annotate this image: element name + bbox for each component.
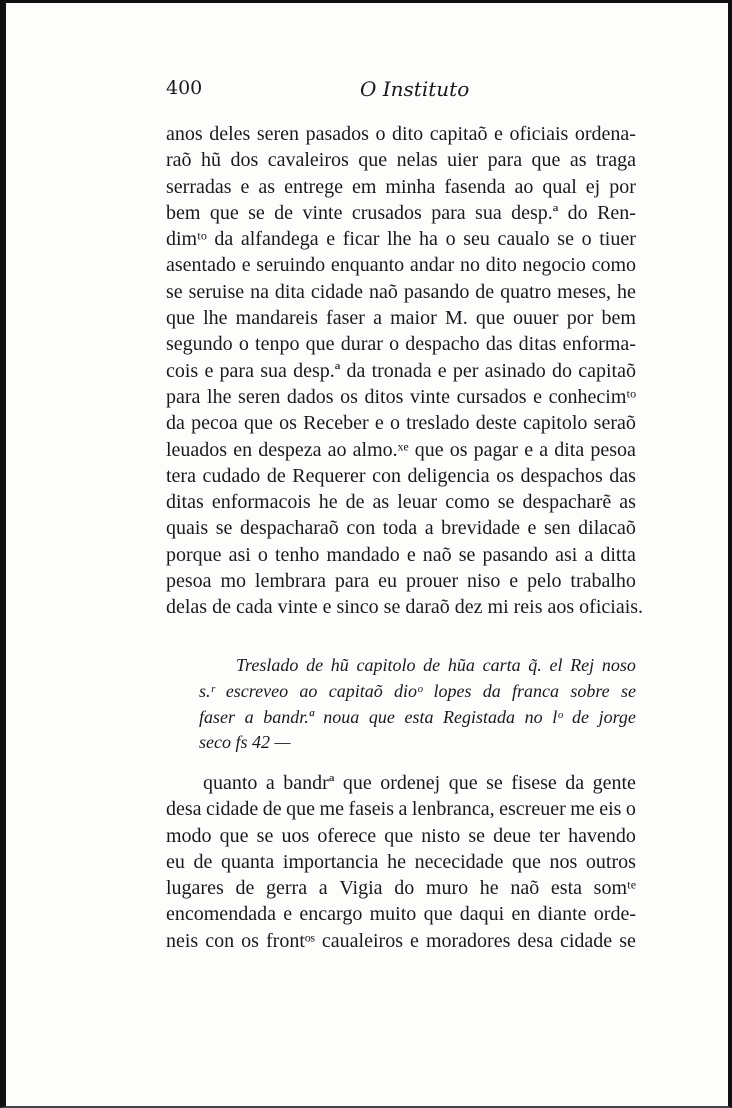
paragraph2-line: desa cidade de que me faseis a lenbranca, escreuer me eis o <box>166 798 636 821</box>
paragraph-1 <box>166 121 644 621</box>
page-number: 400 <box>166 77 203 99</box>
paragraph1-line: pesoa mo lembrara para eu prouer niso e pelo trabalho <box>166 570 636 593</box>
paragraph2-line: lugares de gerra a Vigia do muro he naõ esta somᵗᵉ <box>166 877 636 900</box>
paragraph1-line: dimᵗᵒ da alfandega e ficar lhe ha o seu caualo se o tiuer <box>166 228 636 251</box>
paragraph2-line: modo que se uos oferece que nisto se deue ter havendo <box>166 824 636 847</box>
caption-line: faser a bandr.ª noua que esta Registada no lᵒ de jorge <box>199 706 636 727</box>
paragraph1-line: que lhe mandareis faser a maior M. que ouuer por bem <box>166 307 636 330</box>
caption-line: Treslado de hũ capitolo de hũa carta q̃. el Rej noso <box>236 655 636 675</box>
paragraph1-line: leuados en despeza ao almo.ˣᵉ que os pagar e a dita pesoa <box>166 438 636 461</box>
caption-line: s.ʳ escreveo ao capitaõ dioᵒ lopes da franca sobre se <box>199 680 636 701</box>
caption-line: seco fs 42 — <box>199 732 291 753</box>
paragraph1-line: serradas e as entrege em minha fasenda ao qual ej por <box>166 175 636 198</box>
paragraph1-line: asentado e seruindo enquanto andar no dito negocio como <box>166 254 636 277</box>
paragraph1-line: se seruise na dita cidade naõ pasando de quatro meses, he <box>166 280 636 303</box>
paragraph1-line: ditas enformacois he de as leuar como se despacharẽ as <box>166 491 636 514</box>
paragraph2-line: encomendada e encargo muito que daqui en diante orde- <box>166 903 636 926</box>
paragraph2-line: eu de quanta importancia he nececidade que nos outros <box>166 850 636 873</box>
running-title: O Instituto <box>360 77 470 101</box>
page-header <box>166 77 636 105</box>
paragraph1-line: segundo o tenpo que durar o despacho das ditas enforma- <box>166 333 636 356</box>
paragraph1-line: delas de cada vinte e sinco se daraõ dez mi reis aos oficiais. <box>166 596 644 619</box>
paragraph1-line: tera cudado de Requerer con deligencia os despachos das <box>166 464 636 487</box>
paragraph1-line: anos deles seren pasados o dito capitaõ e oficiais ordena- <box>166 123 636 145</box>
paragraph1-line: para lhe seren dados os ditos vinte cursados e conhecimᵗᵒ <box>166 385 636 408</box>
paragraph1-line: raõ hũ dos cavaleiros que nelas uier para que as traga <box>166 149 636 172</box>
paragraph1-line: da pecoa que os Receber e o treslado deste capitolo seraõ <box>166 412 636 435</box>
paragraph1-line: cois e para sua desp.ª da tronada e per asinado do capitaõ <box>166 359 636 382</box>
paragraph1-line: porque asi o tenho mandado e naõ se pasando asi a ditta <box>166 543 636 566</box>
document-caption <box>199 653 636 756</box>
paragraph1-line: quais se despacharaõ con toda a brevidade e sen dilacaõ <box>166 517 636 540</box>
paragraph-2 <box>166 770 636 954</box>
paragraph1-line: bem que se de vinte crusados para sua desp.ª do Ren- <box>166 201 636 224</box>
paragraph2-line: quanto a bandrª que ordenej que se fisese da gente <box>203 772 636 794</box>
paragraph2-line: neis con os frontᵒˢ caualeiros e moradores desa cidade se <box>166 929 636 952</box>
